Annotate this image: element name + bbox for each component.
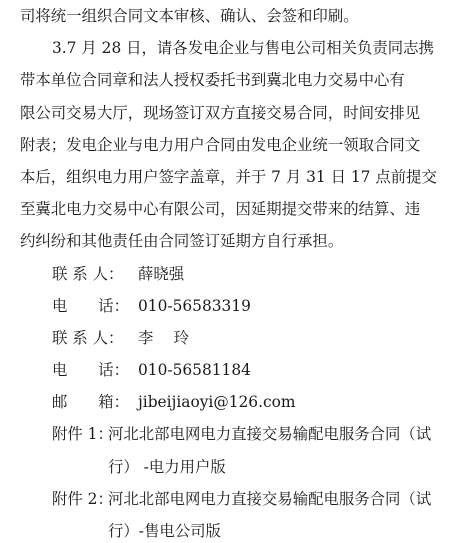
paragraph-line: 本后，组织电力用户签字盖章，并于 7 月 31 日 17 点前提交 <box>20 168 437 186</box>
attachment-label: 附件 2： <box>52 490 113 508</box>
paragraph-line: 约纠纷和其他责任由合同签订延期方自行承担。 <box>20 232 344 250</box>
paragraph-line: 带本单位合同章和法人授权委托书到冀北电力交易中心有 <box>20 71 405 89</box>
contact-name: 李 玲 <box>138 329 190 347</box>
attachment-title: 河北北部电网电力直接交易输配电服务合同（试 <box>108 425 432 443</box>
attachment-title: 河北北部电网电力直接交易输配电服务合同（试 <box>108 490 432 508</box>
attachment-title-cont: 行） -电力用户版 <box>108 458 226 476</box>
attachment-title-cont: 行）-售电公司版 <box>108 522 221 540</box>
paragraph-line: 司将统一组织合同文本审核、确认、会签和印刷。 <box>20 7 359 25</box>
email-label: 邮 箱： <box>52 393 129 411</box>
phone-label: 电 话： <box>52 361 129 379</box>
contact-name: 薛晓强 <box>138 265 185 283</box>
phone-number: 010-56583319 <box>138 297 251 315</box>
paragraph-line: 限公司交易大厅，现场签订双方直接交易合同，时间安排见 <box>20 104 421 122</box>
phone-number: 010-56581184 <box>138 361 251 379</box>
contact-label: 联 系 人： <box>52 265 124 283</box>
attachment-label: 附件 1： <box>52 425 113 443</box>
paragraph-line: 附表；发电企业与电力用户合同由发电企业统一领取合同文 <box>20 136 421 154</box>
phone-label: 电 话： <box>52 297 129 315</box>
paragraph-line: 3.7 月 28 日，请各发电企业与售电公司相关负责同志携 <box>52 39 434 57</box>
paragraph-line: 至冀北电力交易中心有限公司，因延期提交带来的结算、违 <box>20 200 421 218</box>
email-address: jibeijiaoyi@126.com <box>138 393 296 411</box>
contact-label: 联 系 人： <box>52 329 124 347</box>
